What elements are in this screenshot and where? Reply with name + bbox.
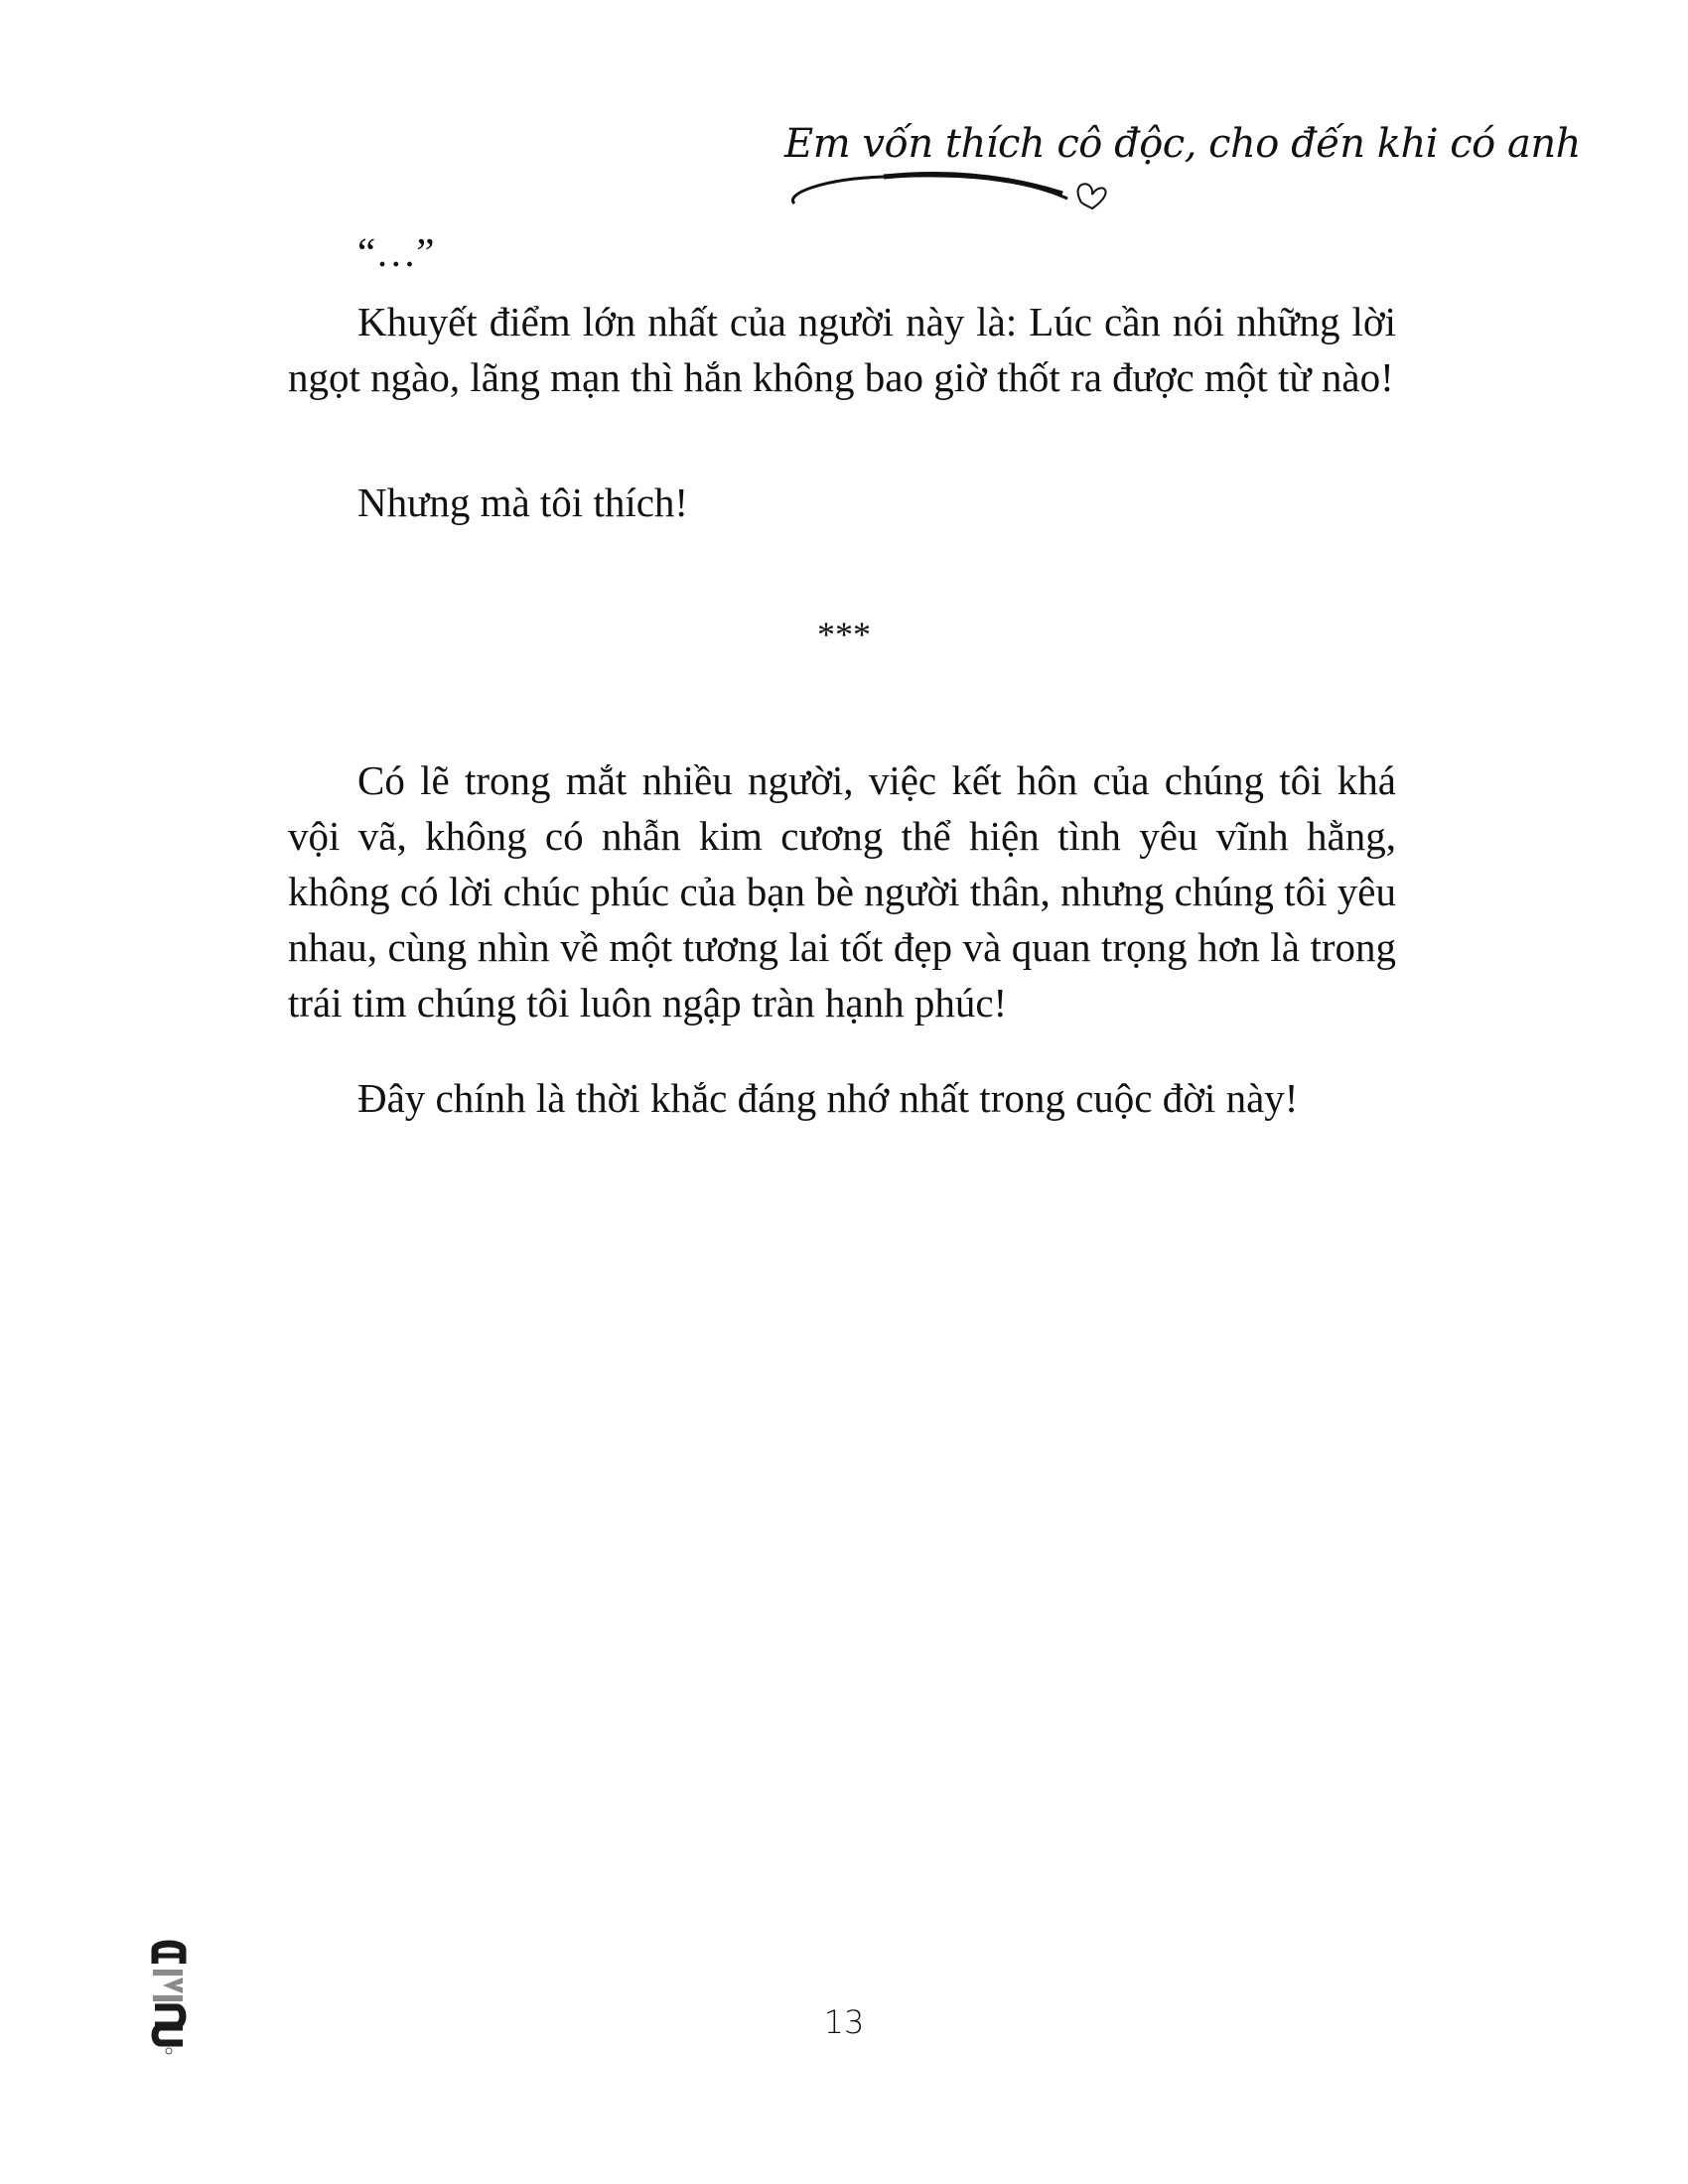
paragraph-ellipsis-quote: “…” bbox=[357, 229, 435, 275]
paragraph-memorable-moment: Đây chính là thời khắc đáng nhớ nhất trong cuộc đời này! bbox=[357, 1075, 1299, 1121]
section-separator: *** bbox=[817, 614, 871, 654]
paragraph-but-i-like: Nhưng mà tôi thích! bbox=[357, 479, 689, 525]
paragraph-flaw: Khuyết điểm lớn nhất của người này là: Lúc cần nói những lời ngọt ngào, lãng mạn thì hắn không bao giờ thốt ra được một từ nào! bbox=[288, 299, 1396, 400]
paragraph-marriage: Có lẽ trong mắt nhiều người, việc kết hôn của chúng tôi khá vội vã, không có nhẫn kim cương thể hiện tình yêu vĩnh hằng, không có lời chúc phúc của bạn bè người thân, nhưng chúng tôi yêu nhau, cùng nhìn về một tương lai tốt đẹp và quan trọng hơn là trong trái tim chúng tôi luôn ngập tràn hạnh phúc! bbox=[288, 757, 1396, 1025]
running-header bbox=[765, 109, 1581, 218]
page-number: 13 bbox=[823, 2003, 865, 2041]
running-header-title: Em vốn thích cô độc, cho đến khi có anh bbox=[784, 121, 1581, 167]
